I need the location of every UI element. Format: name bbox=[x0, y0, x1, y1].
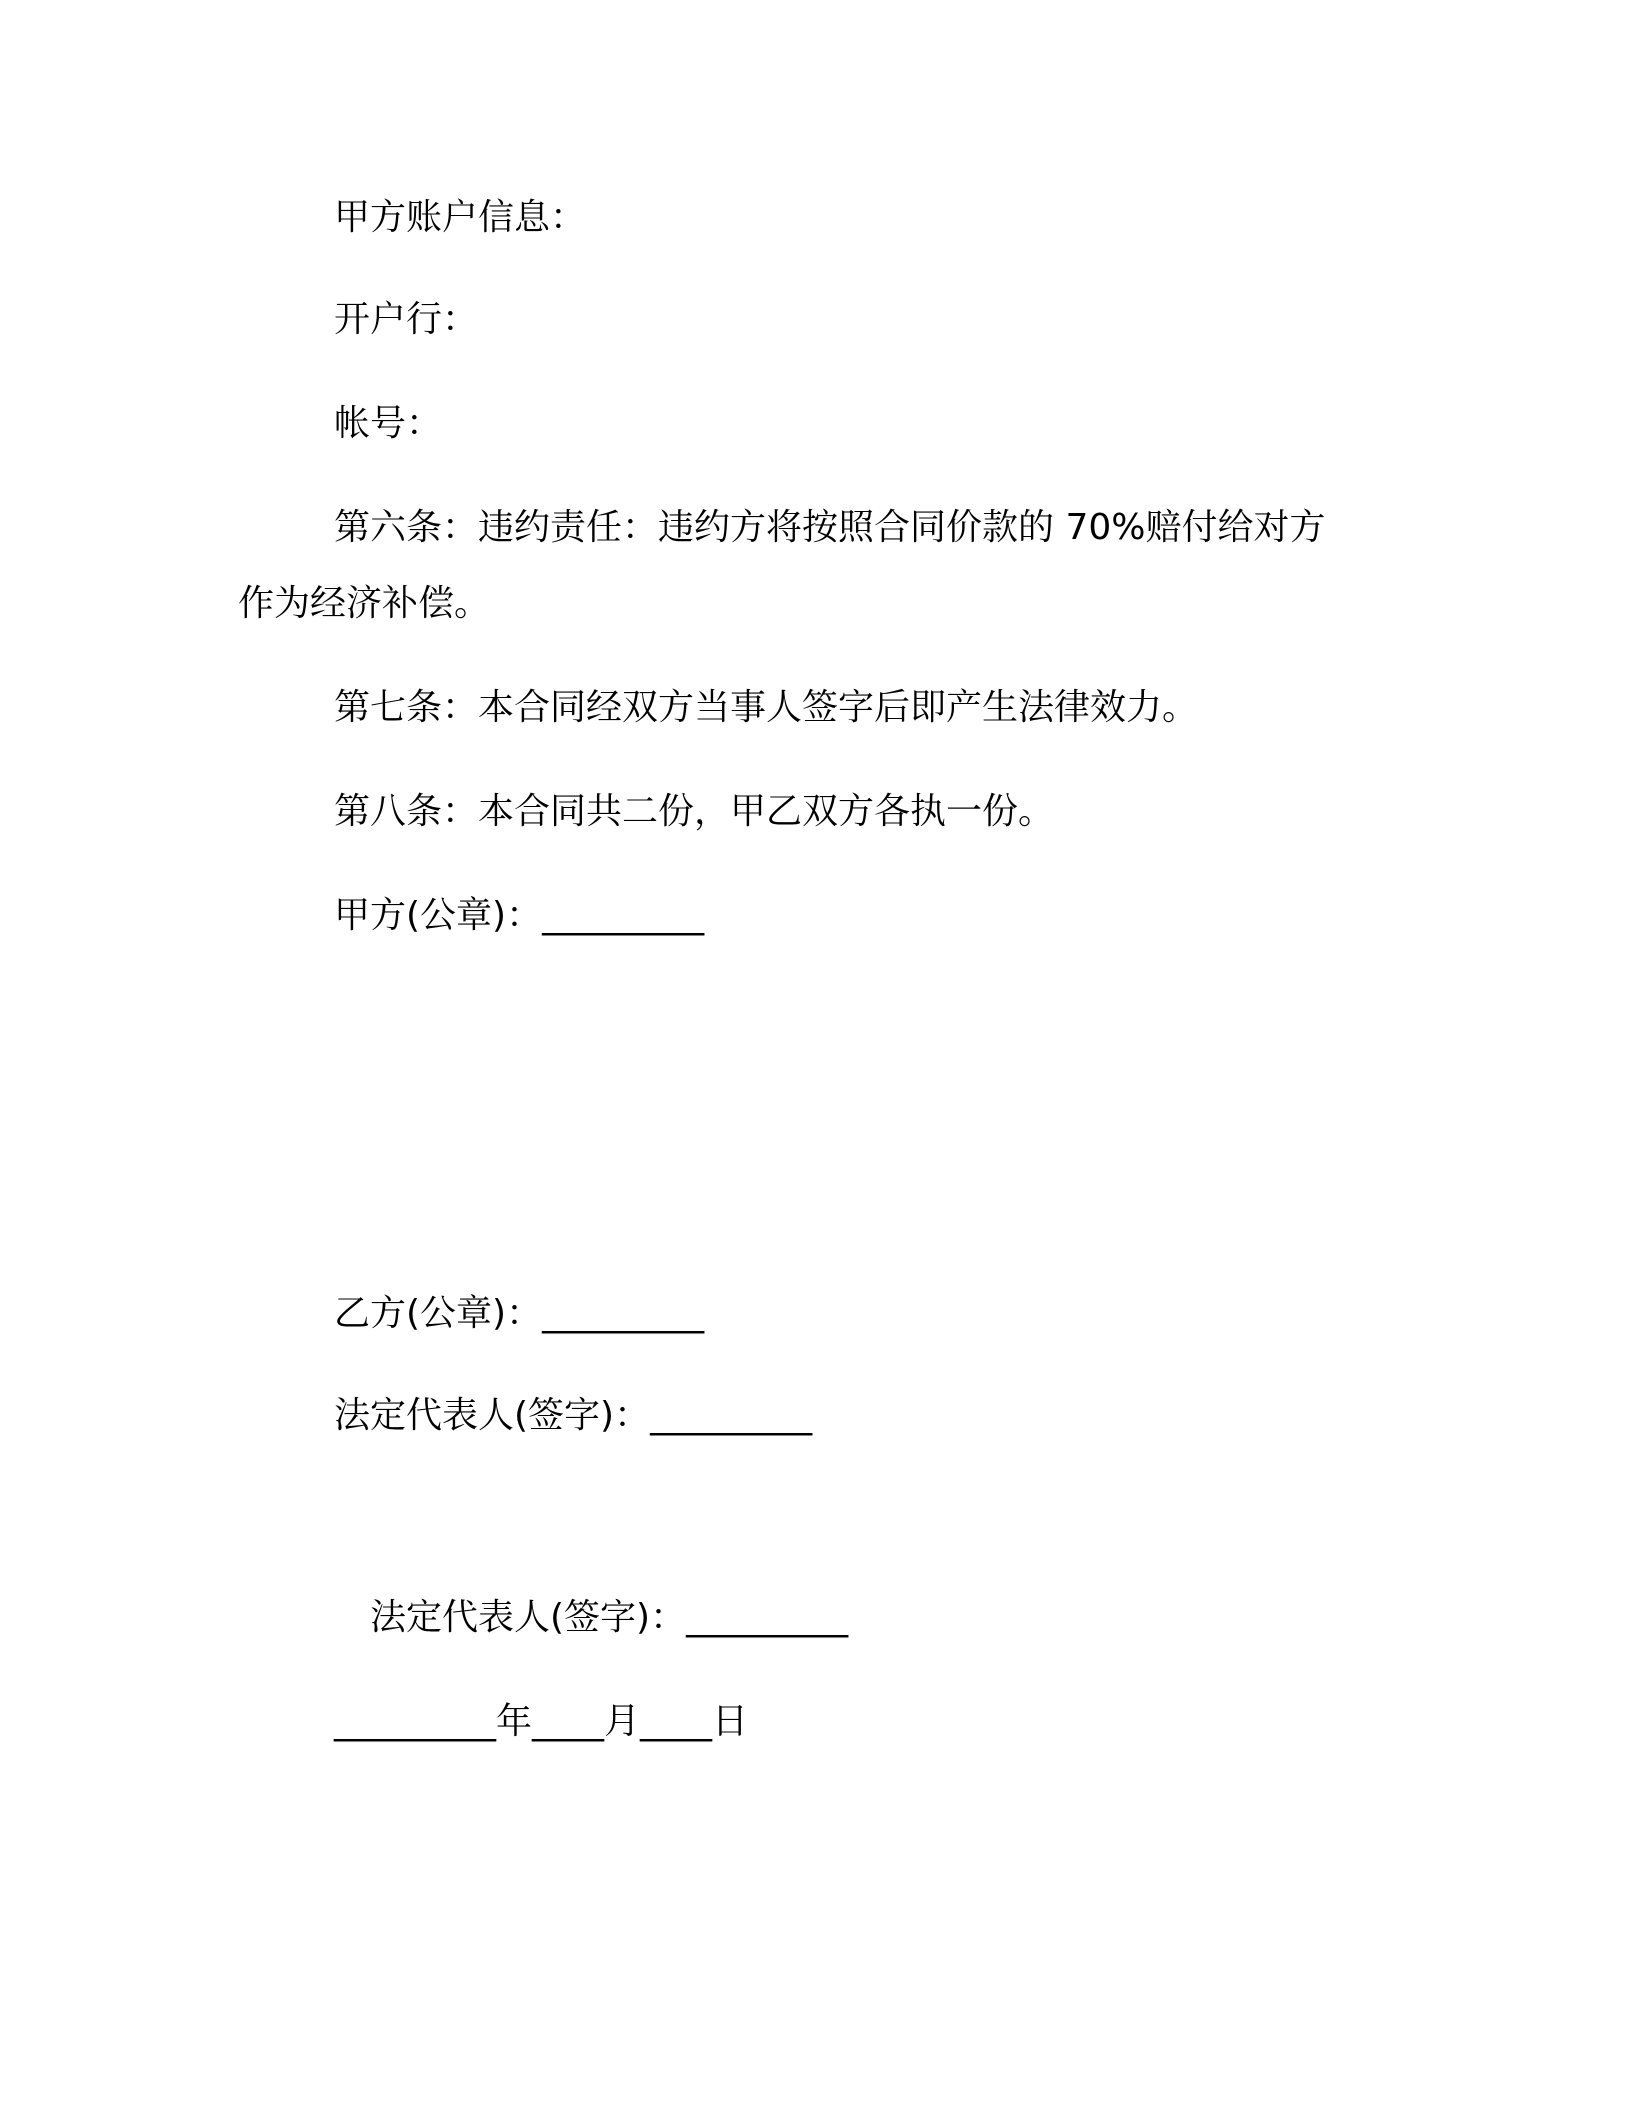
article-6-line-1: 第六条：违约责任：违约方将按照合同价款的 70%赔付给对方 bbox=[334, 507, 1326, 548]
account-number-label: 帐号： bbox=[334, 403, 443, 444]
article-7: 第七条：本合同经双方当事人签字后即产生法律效力。 bbox=[334, 687, 1199, 728]
legal-rep-signature-line-2: 法定代表人(签字)：_________ bbox=[370, 1597, 849, 1638]
party-b-seal-line: 乙方(公章)：_________ bbox=[334, 1293, 705, 1334]
legal-rep-signature-line-1: 法定代表人(签字)：_________ bbox=[334, 1395, 813, 1436]
account-info-label: 甲方账户信息： bbox=[334, 197, 587, 238]
article-6-line-2: 作为经济补偿。 bbox=[238, 583, 491, 624]
article-8: 第八条：本合同共二份，甲乙双方各执一份。 bbox=[334, 791, 1055, 832]
date-line: _________年____月____日 bbox=[334, 1701, 748, 1742]
party-a-seal-line: 甲方(公章)：_________ bbox=[334, 895, 705, 936]
bank-label: 开户行： bbox=[334, 299, 479, 340]
